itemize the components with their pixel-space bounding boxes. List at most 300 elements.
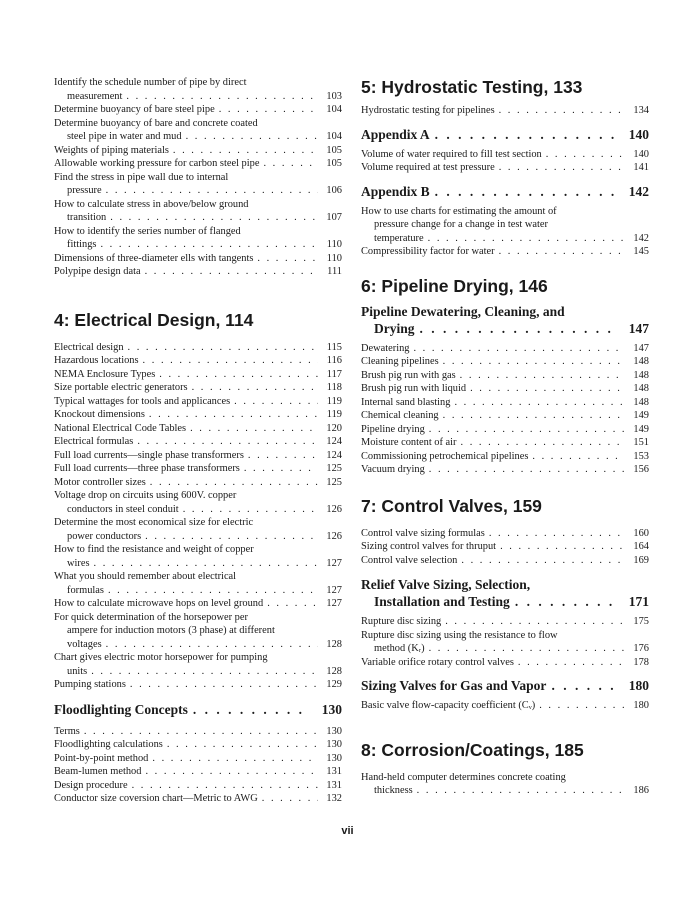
page-ref: 103 <box>326 90 342 102</box>
toc-entry[interactable] <box>54 570 342 597</box>
entry-title-line: steel pipe in water and mud <box>67 131 182 142</box>
toc-entry[interactable] <box>361 699 649 713</box>
leader-dots <box>257 252 318 266</box>
leader-dots <box>193 701 311 718</box>
entry-title-line: Floodlighting Concepts <box>54 701 188 717</box>
page-ref: 160 <box>633 527 649 539</box>
spacer <box>54 331 342 341</box>
toc-entry[interactable] <box>54 198 342 225</box>
entry-last-line <box>361 183 649 200</box>
toc-entry[interactable] <box>54 651 342 678</box>
entry-last-line <box>361 656 649 670</box>
entry-title-line: Full load currents—single phase transformers <box>54 449 244 461</box>
entry-title-line: Find the stress in pipe wall due to internal <box>54 171 229 183</box>
page-ref: 105 <box>326 144 342 156</box>
leader-dots <box>435 183 618 200</box>
page-ref: 110 <box>326 252 342 264</box>
entry-last-line <box>54 130 342 144</box>
page-ref: 127 <box>326 557 342 569</box>
toc-entry[interactable] <box>54 738 342 752</box>
entry-last-line <box>361 540 649 554</box>
page-ref: 186 <box>633 785 649 796</box>
leader-dots <box>192 381 318 395</box>
entry-last-line <box>54 265 342 279</box>
entry-last-line <box>54 435 342 449</box>
entry-title-line: Rupture disc sizing using the resistance to flow <box>361 629 558 641</box>
leader-dots <box>428 232 625 246</box>
toc-entry[interactable] <box>361 104 649 118</box>
entry-last-line <box>361 382 649 396</box>
entry-title-line: Dewatering <box>361 342 410 354</box>
page-ref: 145 <box>633 246 649 257</box>
toc-entry[interactable] <box>54 678 342 692</box>
page-ref: 130 <box>326 739 342 750</box>
page-ref: 153 <box>633 450 649 462</box>
entry-title-line: Typical wattages for tools and applicances <box>54 395 231 407</box>
leader-dots <box>143 354 318 368</box>
page-ref: 126 <box>326 530 342 542</box>
page-ref: 148 <box>633 369 649 381</box>
toc-entry[interactable] <box>54 476 342 490</box>
toc-entry[interactable] <box>361 554 649 568</box>
spacer <box>361 713 649 739</box>
entry-title-line: Size portable electric generators <box>54 382 188 393</box>
toc-entry[interactable] <box>361 342 649 356</box>
entry-title-line: power conductors <box>67 530 142 542</box>
entry-title-line: How to use charts for estimating the amount of <box>361 205 557 217</box>
page-ref: 115 <box>326 341 342 353</box>
toc-entry[interactable] <box>54 765 342 779</box>
leader-dots <box>461 436 625 450</box>
chapter-heading: 6: Pipeline Drying, 146 <box>361 275 548 296</box>
entry-title-line: Sizing Valves for Gas and Vapor <box>361 678 547 693</box>
toc-entry[interactable] <box>361 355 649 369</box>
entry-last-line <box>361 593 649 610</box>
leader-dots <box>461 554 625 568</box>
leader-dots <box>152 752 318 766</box>
toc-entry[interactable] <box>361 409 649 423</box>
toc-entry[interactable] <box>54 422 342 436</box>
leader-dots <box>515 593 618 610</box>
entry-title-line: Hydrostatic testing for pipelines <box>361 105 495 116</box>
page-ref: 116 <box>326 355 342 366</box>
leader-dots <box>546 148 625 162</box>
leader-dots <box>126 90 318 104</box>
page-ref: 117 <box>326 368 342 380</box>
toc-entry[interactable] <box>54 144 342 158</box>
entry-title-line: Voltage drop on circuits using 600V. copper <box>54 490 237 501</box>
page-ref: 134 <box>633 105 649 116</box>
entry-last-line <box>361 355 649 369</box>
entry-last-line <box>54 368 342 382</box>
page-ref: 128 <box>326 665 342 677</box>
entry-title-line: Determine the most economical size for electric <box>54 517 254 528</box>
entry-last-line <box>361 615 649 629</box>
entry-last-line <box>54 157 342 171</box>
toc-entry[interactable] <box>361 540 649 554</box>
entry-last-line <box>361 126 649 143</box>
leader-dots <box>106 184 318 198</box>
entry-title-line: Cleaning pipelines <box>361 356 439 367</box>
entry-title-line: Hand-held computer determines concrete coating <box>361 771 566 783</box>
entry-title-line: Knockout dimensions <box>54 409 145 420</box>
entry-title-line: ampere for induction motors (3 phase) at different <box>67 625 275 636</box>
spacer <box>361 477 649 495</box>
toc-entry[interactable] <box>361 629 649 656</box>
leader-dots <box>100 238 318 252</box>
page-ref: 151 <box>633 437 649 448</box>
entry-title-line: Full load currents—three phase transformers <box>54 463 240 474</box>
toc-entry[interactable] <box>54 117 342 144</box>
page-ref: 128 <box>326 638 342 650</box>
leader-dots <box>429 642 625 656</box>
leader-dots <box>429 423 625 437</box>
leader-dots <box>137 435 318 449</box>
entry-last-line <box>361 642 649 656</box>
entry-title-line: How to calculate microwave hops on level ground <box>54 598 264 609</box>
entry-last-line <box>54 725 342 739</box>
toc-entry[interactable] <box>361 245 649 259</box>
toc-entry[interactable] <box>361 396 649 410</box>
page-ref: 125 <box>326 476 342 488</box>
entry-title-line: Commissioning petrochemical pipelines <box>361 450 529 462</box>
entry-last-line <box>54 90 342 104</box>
entry-last-line <box>54 792 342 806</box>
entry-title-line: Chemical cleaning <box>361 410 439 421</box>
entry-last-line <box>361 369 649 383</box>
entry-last-line <box>54 557 342 571</box>
entry-last-line <box>54 597 342 611</box>
leader-dots <box>443 409 625 423</box>
leader-dots <box>186 130 318 144</box>
entry-last-line <box>361 396 649 410</box>
entry-last-line <box>54 422 342 436</box>
entry-last-line <box>54 476 342 490</box>
leader-dots <box>145 265 318 279</box>
toc-entry[interactable] <box>361 382 649 396</box>
leader-dots <box>106 638 318 652</box>
page-ref: 180 <box>628 678 649 693</box>
spacer <box>361 567 649 576</box>
toc-entry[interactable] <box>361 450 649 464</box>
entry-title-line: Pipeline Dewatering, Cleaning, and <box>361 303 565 319</box>
page-ref: 120 <box>326 422 342 434</box>
toc-entry[interactable] <box>54 368 342 382</box>
entry-last-line <box>361 409 649 423</box>
section-heading[interactable] <box>361 126 649 143</box>
page-ref: 126 <box>326 503 342 515</box>
entry-title-line: Volume of water required to fill test section <box>361 148 542 160</box>
page-ref: 180 <box>633 700 649 711</box>
toc-entry[interactable] <box>54 725 342 739</box>
entry-title-line: formulas <box>67 584 104 596</box>
page-ref: 104 <box>326 104 342 115</box>
leader-dots <box>445 615 625 629</box>
entry-title-line: wires <box>67 557 90 569</box>
toc-entry[interactable] <box>54 516 342 543</box>
page-ref: 125 <box>326 463 342 474</box>
leader-dots <box>443 355 625 369</box>
page-ref: 142 <box>628 183 649 199</box>
page-ref: 164 <box>633 541 649 552</box>
page-ref: 175 <box>633 616 649 627</box>
leader-dots <box>518 656 625 670</box>
leader-dots <box>145 530 318 544</box>
toc-entry[interactable] <box>54 252 342 266</box>
page-ref: 148 <box>633 383 649 394</box>
toc-entry[interactable] <box>54 171 342 198</box>
toc-entry[interactable] <box>54 157 342 171</box>
chapter-heading: 8: Corrosion/Coatings, 185 <box>361 739 584 760</box>
toc-entry[interactable] <box>361 771 649 798</box>
entry-title-line: Installation and Testing <box>374 594 510 609</box>
page-ref: 148 <box>633 356 649 367</box>
leader-dots <box>263 157 318 171</box>
right-column <box>361 76 649 798</box>
entry-last-line <box>361 104 649 118</box>
entry-title-line: Relief Valve Sizing, Selection, <box>361 577 531 592</box>
toc-entry[interactable] <box>361 463 649 477</box>
spacer <box>361 669 649 677</box>
leader-dots <box>500 540 625 554</box>
toc-entry[interactable] <box>361 423 649 437</box>
entry-last-line <box>54 341 342 355</box>
toc-entry[interactable] <box>54 792 342 806</box>
spacer <box>361 761 649 771</box>
page-ref: 130 <box>326 752 342 764</box>
chapter-heading: 5: Hydrostatic Testing, 133 <box>361 77 583 97</box>
left-column <box>54 76 342 806</box>
leader-dots <box>551 677 618 694</box>
leader-dots <box>267 597 318 611</box>
toc-entry[interactable] <box>361 205 649 246</box>
entry-title-line: temperature <box>374 232 424 244</box>
entry-last-line <box>54 752 342 766</box>
leader-dots <box>84 725 318 739</box>
leader-dots <box>108 584 318 598</box>
chapter-heading: 4: Electrical Design, 114 <box>54 309 254 330</box>
leader-dots <box>413 342 625 356</box>
entry-title-line: Brush pig run with liquid <box>361 383 467 394</box>
entry-last-line <box>361 554 649 568</box>
page-ref: 142 <box>633 232 649 244</box>
toc-entry[interactable] <box>54 462 342 476</box>
entry-title-line: How to calculate stress in above/below ground <box>54 198 249 210</box>
entry-title-line: Determine buoyancy of bare and concrete coated <box>54 117 258 129</box>
entry-last-line <box>54 144 342 158</box>
entry-last-line <box>54 103 342 117</box>
leader-dots <box>149 408 318 422</box>
page-ref: 131 <box>326 766 342 777</box>
toc-entry[interactable] <box>54 611 342 652</box>
section-heading[interactable] <box>361 576 649 610</box>
leader-dots <box>460 369 625 383</box>
page-ref: 124 <box>326 436 342 447</box>
leader-dots <box>110 211 318 225</box>
toc-entry[interactable] <box>361 369 649 383</box>
page-ref: 118 <box>326 382 342 393</box>
toc-entry[interactable] <box>54 752 342 766</box>
entry-title-line: Pumping stations <box>54 679 126 690</box>
toc-entry[interactable] <box>54 449 342 463</box>
entry-title-line: Electrical design <box>54 341 124 353</box>
entry-last-line <box>54 462 342 476</box>
entry-last-line <box>361 784 649 798</box>
entry-title-line: pressure change for a change in test water <box>374 219 548 230</box>
entry-last-line <box>361 320 649 337</box>
entry-last-line <box>54 701 342 718</box>
toc-entry[interactable] <box>54 265 342 279</box>
page-ref: 149 <box>633 410 649 421</box>
spacer <box>361 175 649 183</box>
entry-title-line: How to find the resistance and weight of copper <box>54 544 254 555</box>
page-ref: 171 <box>628 594 649 609</box>
entry-last-line <box>54 584 342 598</box>
entry-last-line <box>54 211 342 225</box>
entry-title-line: units <box>67 665 88 677</box>
page-ref: 132 <box>326 793 342 804</box>
entry-title-line: Pipeline drying <box>361 423 425 435</box>
leader-dots <box>219 103 318 117</box>
toc-entry[interactable] <box>54 395 342 409</box>
chapter-heading: 7: Control Valves, 159 <box>361 495 542 516</box>
page-ref: 148 <box>633 396 649 408</box>
toc-entry[interactable] <box>54 779 342 793</box>
leader-dots <box>429 463 625 477</box>
entry-title-line: pressure <box>67 185 102 196</box>
toc-entry[interactable] <box>54 489 342 516</box>
entry-last-line <box>54 530 342 544</box>
entry-last-line <box>54 238 342 252</box>
entry-title-line: Volume required at test pressure <box>361 162 495 173</box>
entry-last-line <box>361 699 649 713</box>
toc-entry[interactable] <box>54 381 342 395</box>
leader-dots <box>499 161 625 175</box>
entry-title-line: Brush pig run with gas <box>361 369 456 381</box>
leader-dots <box>91 665 318 679</box>
leader-dots <box>539 699 625 713</box>
toc-entry[interactable] <box>361 161 649 175</box>
entry-last-line <box>54 184 342 198</box>
entry-last-line <box>54 395 342 409</box>
section-heading[interactable] <box>54 701 342 718</box>
page-ref: 131 <box>326 779 342 791</box>
page-ref: 106 <box>326 185 342 196</box>
page-ref: 147 <box>633 342 649 354</box>
page-ref: 156 <box>633 464 649 475</box>
entry-title-line: Sizing control valves for thruput <box>361 541 497 552</box>
entry-title-line: thickness <box>374 785 413 796</box>
spacer <box>54 718 342 725</box>
entry-last-line <box>54 408 342 422</box>
toc-entry[interactable] <box>54 408 342 422</box>
toc-entry[interactable] <box>54 225 342 252</box>
leader-dots <box>130 678 318 692</box>
toc-entry[interactable] <box>361 436 649 450</box>
entry-last-line <box>54 638 342 652</box>
page-ref: 127 <box>326 598 342 609</box>
entry-last-line <box>361 232 649 246</box>
entry-title-line: Control valve selection <box>361 554 458 566</box>
toc-entry[interactable] <box>54 341 342 355</box>
leader-dots <box>532 450 625 464</box>
entry-title-line: Identify the schedule number of pipe by direct <box>54 77 247 88</box>
entry-title-line: Moisture content of air <box>361 437 457 448</box>
page-ref: 104 <box>326 131 342 142</box>
entry-last-line <box>361 527 649 541</box>
entry-last-line <box>361 148 649 162</box>
section-heading[interactable] <box>361 677 649 694</box>
page-ref: 107 <box>326 212 342 223</box>
page-ref: 176 <box>633 643 649 654</box>
leader-dots <box>183 503 318 517</box>
entry-title-line: Variable orifice rotary control valves <box>361 656 514 668</box>
entry-last-line <box>361 161 649 175</box>
entry-title-line: Dimensions of three-diameter ells with tangents <box>54 252 254 264</box>
toc-entry[interactable] <box>54 103 342 117</box>
toc-entry[interactable] <box>54 76 342 103</box>
leader-dots <box>159 368 318 382</box>
entry-last-line <box>361 423 649 437</box>
section-heading[interactable] <box>361 303 649 337</box>
page-ref: 111 <box>327 266 342 277</box>
entry-title-line: National Electrical Code Tables <box>54 422 187 434</box>
toc-entry[interactable] <box>361 656 649 670</box>
entry-title-line: Design procedure <box>54 779 128 791</box>
spacer <box>361 259 649 275</box>
leader-dots <box>262 792 318 806</box>
entry-title-line: Allowable working pressure for carbon steel pipe <box>54 158 260 169</box>
entry-title-line: fittings <box>67 239 97 250</box>
page-ref: 178 <box>633 656 649 668</box>
page-ref: 127 <box>326 584 342 596</box>
entry-title-line: Beam-lumen method <box>54 766 142 777</box>
section-heading[interactable] <box>361 183 649 200</box>
toc-entry[interactable] <box>54 543 342 570</box>
page-ref: 130 <box>326 725 342 737</box>
toc-entry[interactable] <box>361 527 649 541</box>
entry-title-line: Control valve sizing formulas <box>361 527 485 539</box>
entry-title-line: Rupture disc sizing <box>361 616 442 627</box>
leader-dots <box>150 476 318 490</box>
toc-entry[interactable] <box>361 615 649 629</box>
entry-last-line <box>54 503 342 517</box>
entry-last-line <box>361 342 649 356</box>
toc-entry[interactable] <box>54 597 342 611</box>
spacer <box>54 692 342 701</box>
leader-dots <box>244 462 318 476</box>
toc-entry[interactable] <box>54 435 342 449</box>
leader-dots <box>167 738 318 752</box>
page-ref: 169 <box>633 554 649 566</box>
leader-dots <box>248 449 318 463</box>
entry-title-line: conductors in steel conduit <box>67 503 179 515</box>
toc-entry[interactable] <box>54 354 342 368</box>
entry-title-line: Internal sand blasting <box>361 396 451 408</box>
toc-entry[interactable] <box>361 148 649 162</box>
page-ref: 140 <box>628 126 649 142</box>
entry-last-line <box>54 779 342 793</box>
entry-title-line: What you should remember about electrical <box>54 571 237 582</box>
entry-title-line: measurement <box>67 90 123 102</box>
entry-last-line <box>361 245 649 259</box>
entry-last-line <box>361 436 649 450</box>
entry-title-line: voltages <box>67 638 102 650</box>
entry-last-line <box>54 381 342 395</box>
page-ref: 130 <box>321 701 342 717</box>
page-ref: 147 <box>628 320 649 336</box>
entry-title-line: Polypipe design data <box>54 266 141 277</box>
